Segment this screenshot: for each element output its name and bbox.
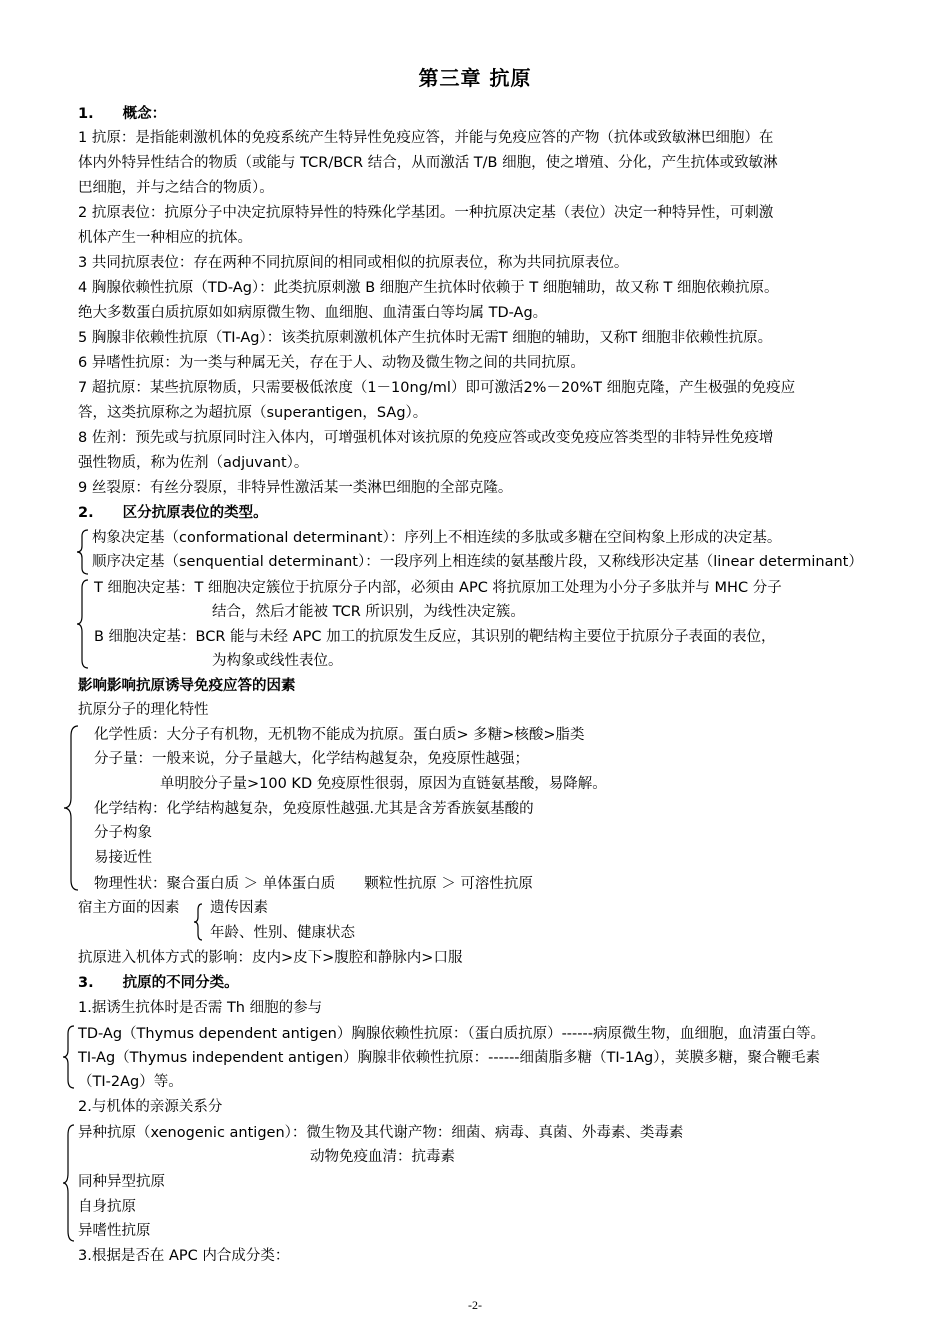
chapter-title: 第三章 抗原 — [418, 66, 532, 90]
alloantigen: 同种异型抗原 — [78, 1174, 165, 1190]
definition-adjuvant-line-1: 8 佐剂：预先或与抗原同时注入体内，可增强机体对该抗原的免疫应答或改变免疫应答类型的非特异性免疫增 — [78, 430, 774, 446]
physicochemical-subheading: 抗原分子的理化特性 — [78, 702, 209, 718]
route-of-entry: 抗原进入机体方式的影响：皮内>皮下>腹腔和静脉内>口服 — [78, 950, 463, 966]
definition-antigen-line-2: 体内外特异性结合的物质（或能与 TCR/BCR 结合，从而激活 T/B 细胞，使之增殖、分化，产生抗体或致敏淋 — [78, 155, 778, 171]
autoantigen: 自身抗原 — [78, 1199, 136, 1215]
definition-epitope-line-1: 2 抗原表位：抗原分子中决定抗原特异性的特殊化学基团。一种抗原决定基（表位）决定一种特异性，可刺激 — [78, 205, 774, 221]
ti-ag-classification-line-2: （TI-2Ag）等。 — [78, 1074, 183, 1090]
section-3-heading: 3. 抗原的不同分类。 — [78, 975, 239, 991]
brace-icon — [62, 1024, 76, 1090]
definition-antigen-line-1: 1 抗原：是指能刺激机体的免疫系统产生特异性免疫应答，并能与免疫应答的产物（抗体或致敏淋巴细胞）在 — [78, 130, 774, 146]
definition-superantigen-line-2: 答，这类抗原称之为超抗原（superantigen，SAg）。 — [78, 405, 428, 421]
b-cell-determinant-line-1: B 细胞决定基：BCR 能与未经 APC 加工的抗原发生反应，其识别的靶结构主要位于抗原分子表面的表位， — [94, 629, 776, 645]
classification-3-heading: 3.根据是否在 APC 内合成分类： — [78, 1248, 290, 1264]
section-1-heading: 1. 概念： — [78, 106, 167, 122]
td-ag-classification: TD-Ag（Thymus dependent antigen）胸腺依赖性抗原：（蛋白质抗原）------病原微生物，血细胞，血清蛋白等。 — [78, 1026, 825, 1042]
brace-icon — [62, 1123, 76, 1243]
page-number: -2- — [468, 1298, 482, 1312]
section-2-heading: 2. 区分抗原表位的类型。 — [78, 505, 268, 521]
xenogenic-antigen-animal-serum: 动物免疫血清：抗毒素 — [310, 1149, 455, 1165]
classification-1-heading: 1.据诱生抗体时是否需 Th 细胞的参与 — [78, 1000, 323, 1016]
ti-ag-classification-line-1: TI-Ag（Thymus independent antigen）胸腺非依赖性抗原：------细菌脂多糖（TI-1Ag），荚膜多糖，聚合鞭毛素 — [78, 1050, 821, 1066]
definition-ti-ag: 5 胸腺非依赖性抗原（TI-Ag）：该类抗原刺激机体产生抗体时无需T 细胞的辅助，又称T 细胞非依赖性抗原。 — [78, 330, 773, 346]
definition-adjuvant-line-2: 强性物质，称为佐剂（adjuvant）。 — [78, 455, 309, 471]
brace-icon — [62, 724, 80, 894]
conformational-determinant: 构象决定基（conformational determinant）：序列上不相连续的多肽或多糖在空间构象上形成的决定基。 — [92, 530, 782, 546]
factor-molecular-weight: 分子量：一般来说，分子量越大，化学结构越复杂，免疫原性越强； — [94, 751, 529, 767]
definition-superantigen-line-1: 7 超抗原：某些抗原物质，只需要极低浓度（1－10ng/ml）即可激活2%－20%T 细胞克隆，产生极强的免疫应 — [78, 380, 796, 396]
factor-gelatin-note: 单明胶分子量>100 KD 免疫原性很弱，原因为直链氨基酸，易降解。 — [160, 776, 607, 792]
host-factor-age-sex-health: 年龄、性别、健康状态 — [210, 925, 355, 941]
factor-chemical-nature: 化学性质：大分子有机物，无机物不能成为抗原。蛋白质> 多糖>核酸>脂类 — [94, 727, 585, 743]
brace-icon — [192, 902, 204, 942]
definition-epitope-line-2: 机体产生一种相应的抗体。 — [78, 230, 252, 246]
definition-antigen-line-3: 巴细胞，并与之结合的物质）。 — [78, 180, 274, 196]
host-factors-label: 宿主方面的因素 — [78, 900, 180, 916]
brace-icon — [76, 578, 90, 670]
brace-icon — [76, 528, 90, 576]
definition-common-epitope: 3 共同抗原表位：存在两种不同抗原间的相同或相似的抗原表位，称为共同抗原表位。 — [78, 255, 629, 271]
definition-heterophile-antigen: 6 异嗜性抗原：为一类与种属无关，存在于人、动物及微生物之间的共同抗原。 — [78, 355, 585, 371]
definition-td-ag-line-2: 绝大多数蛋白质抗原如如病原微生物、血细胞、血清蛋白等均属 TD-Ag。 — [78, 305, 548, 321]
t-cell-determinant-line-2: 结合，然后才能被 TCR 所识别，为线性决定簇。 — [212, 604, 525, 620]
heterophile-antigen: 异嗜性抗原 — [78, 1223, 151, 1239]
factors-heading: 影响影响抗原诱导免疫应答的因素 — [78, 678, 296, 694]
sequential-determinant: 顺序决定基（senquential determinant）：一段序列上相连续的氨基酸片段，又称线形决定基（linear determinant） — [92, 554, 863, 570]
factor-physical-state: 物理性状：聚合蛋白质 ＞ 单体蛋白质 颗粒性抗原 ＞ 可溶性抗原 — [94, 876, 533, 892]
classification-2-heading: 2.与机体的亲源关系分 — [78, 1099, 223, 1115]
b-cell-determinant-line-2: 为构象或线性表位。 — [212, 653, 343, 669]
xenogenic-antigen: 异种抗原（xenogenic antigen）：微生物及其代谢产物：细菌、病毒、真菌、外毒素、类毒素 — [78, 1125, 684, 1141]
t-cell-determinant-line-1: T 细胞决定基：T 细胞决定簇位于抗原分子内部，必须由 APC 将抗原加工处理为小分子多肽并与 MHC 分子 — [94, 580, 782, 596]
definition-td-ag-line-1: 4 胸腺依赖性抗原（TD-Ag）：此类抗原刺激 B 细胞产生抗体时依赖于 T 细胞辅助，故又称 T 细胞依赖抗原。 — [78, 280, 779, 296]
factor-chemical-structure: 化学结构：化学结构越复杂，免疫原性越强.尤其是含芳香族氨基酸的 — [94, 801, 534, 817]
host-factor-genetic: 遗传因素 — [210, 900, 268, 916]
factor-molecular-conformation: 分子构象 — [94, 825, 152, 841]
factor-accessibility: 易接近性 — [94, 850, 152, 866]
definition-mitogen: 9 丝裂原：有丝分裂原，非特异性激活某一类淋巴细胞的全部克隆。 — [78, 480, 513, 496]
